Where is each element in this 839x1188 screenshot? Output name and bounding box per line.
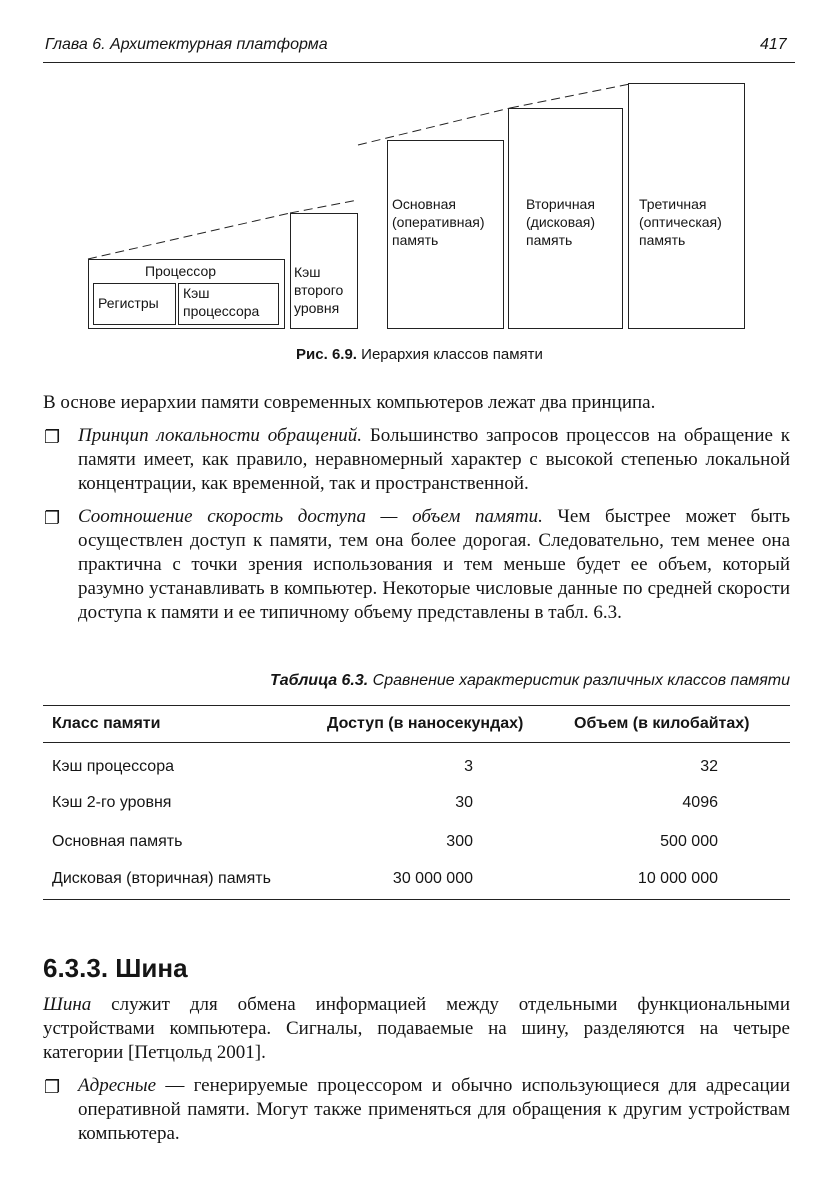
principle-2-title: Соотношение скорость доступа — объем памяти.: [78, 506, 543, 527]
memory-hierarchy-figure: [0, 0, 839, 340]
running-head: Глава 6. Архитектурная платформа: [45, 36, 328, 53]
table-header-class: Класс памяти: [52, 715, 161, 732]
l2-label-2: второго: [294, 282, 344, 298]
cpu-cache-label-2: процессора: [183, 303, 260, 319]
section-paragraph-text: служит для обмена информацией между отдельными функциональными устройствами компьютера. Сигналы, подаваемые на шину, разделяются на четыре категории [Петцольд 2001].: [43, 994, 790, 1063]
section-bullet: [78, 1074, 790, 1146]
principle-1: [78, 424, 790, 496]
table-cell: Дисковая (вторичная) память: [52, 870, 271, 887]
section-bullet-text: — генерируемые процессором и обычно использующиеся для адресации оперативной памяти. Могут также применяться для обращения к другим устройствам компьютера.: [78, 1075, 790, 1144]
dashed-line-1: [88, 213, 290, 259]
tertiary-label-3: память: [639, 232, 686, 248]
secondary-label-1: Вторичная: [526, 196, 595, 212]
table-cell: 500 000: [660, 833, 718, 850]
registers-label: Регистры: [98, 295, 159, 311]
principle-1-text: Большинство запросов процессов на обращение к памяти имеет, как правило, неравномерный характер с высокой степенью локальной концентрации, как временной, так и пространственной.: [78, 425, 790, 494]
secondary-label-3: память: [526, 232, 573, 248]
table-header-access: Доступ (в наносекундах): [327, 715, 524, 732]
intro-paragraph: В основе иерархии памяти современных компьютеров лежат два принципа.: [43, 392, 656, 413]
table-bottom-rule: [43, 899, 790, 900]
bullet-icon: ❐: [44, 508, 61, 529]
section-bullet-term: Адресные: [78, 1075, 157, 1096]
l2-label-3: уровня: [294, 300, 340, 316]
bullet-icon: ❐: [44, 427, 61, 448]
tertiary-label-1: Третичная: [639, 196, 707, 212]
table-cell: Кэш 2-го уровня: [52, 794, 172, 811]
table-top-rule: [43, 705, 790, 706]
section-term: Шина: [43, 994, 92, 1015]
principle-2: [78, 505, 790, 625]
section-paragraph: [43, 993, 790, 1065]
figure-caption: [0, 346, 839, 363]
figure-caption-label: Рис. 6.9.: [296, 346, 357, 363]
main-label-2: (оперативная): [392, 214, 485, 230]
secondary-label-2: (дисковая): [526, 214, 596, 230]
table-cell: 30 000 000: [392, 870, 473, 887]
table-cell: 32: [700, 758, 718, 775]
table-title-label: Таблица 6.3.: [269, 672, 369, 689]
table-cell: 10 000 000: [637, 870, 718, 887]
principle-2-text: Чем быстрее может быть осуществлен доступ к памяти, тем она более дорогая. Следовательно, тем менее она практична с точки зрения использования и тем меньше будет ее объем, который разумно устанавливать в компьютер. Некоторые числовые данные по средней скорости доступа к памяти и ее типичному объему представлены в табл. 6.3.: [78, 506, 791, 623]
table-title: [43, 672, 790, 690]
table-cell: Основная память: [52, 833, 183, 850]
table-cell: 3: [464, 758, 473, 775]
dashed-line-2: [290, 200, 358, 213]
l2-label-1: Кэш: [294, 264, 321, 280]
table-cell: 30: [455, 794, 473, 811]
table-header-volume: Объем (в килобайтах): [574, 715, 750, 732]
table-cell: 300: [446, 833, 473, 850]
figure-caption-text: Иерархия классов памяти: [361, 346, 543, 363]
table-cell: 4096: [682, 794, 718, 811]
table-header-rule: [43, 742, 790, 743]
section-heading: 6.3.3. Шина: [43, 953, 188, 983]
table-cell: Кэш процессора: [52, 758, 174, 775]
cpu-cache-label-1: Кэш: [183, 285, 210, 301]
principle-1-title: Принцип локальности обращений.: [78, 425, 363, 446]
main-label-1: Основная: [392, 196, 456, 212]
dashed-line-4: [510, 84, 630, 108]
main-label-3: память: [392, 232, 439, 248]
page-number: 417: [760, 36, 787, 53]
processor-label: Процессор: [145, 263, 217, 279]
tertiary-label-2: (оптическая): [639, 214, 722, 230]
table-title-text: Сравнение характеристик различных классов памяти: [372, 672, 790, 689]
bullet-icon: ❐: [44, 1077, 61, 1098]
